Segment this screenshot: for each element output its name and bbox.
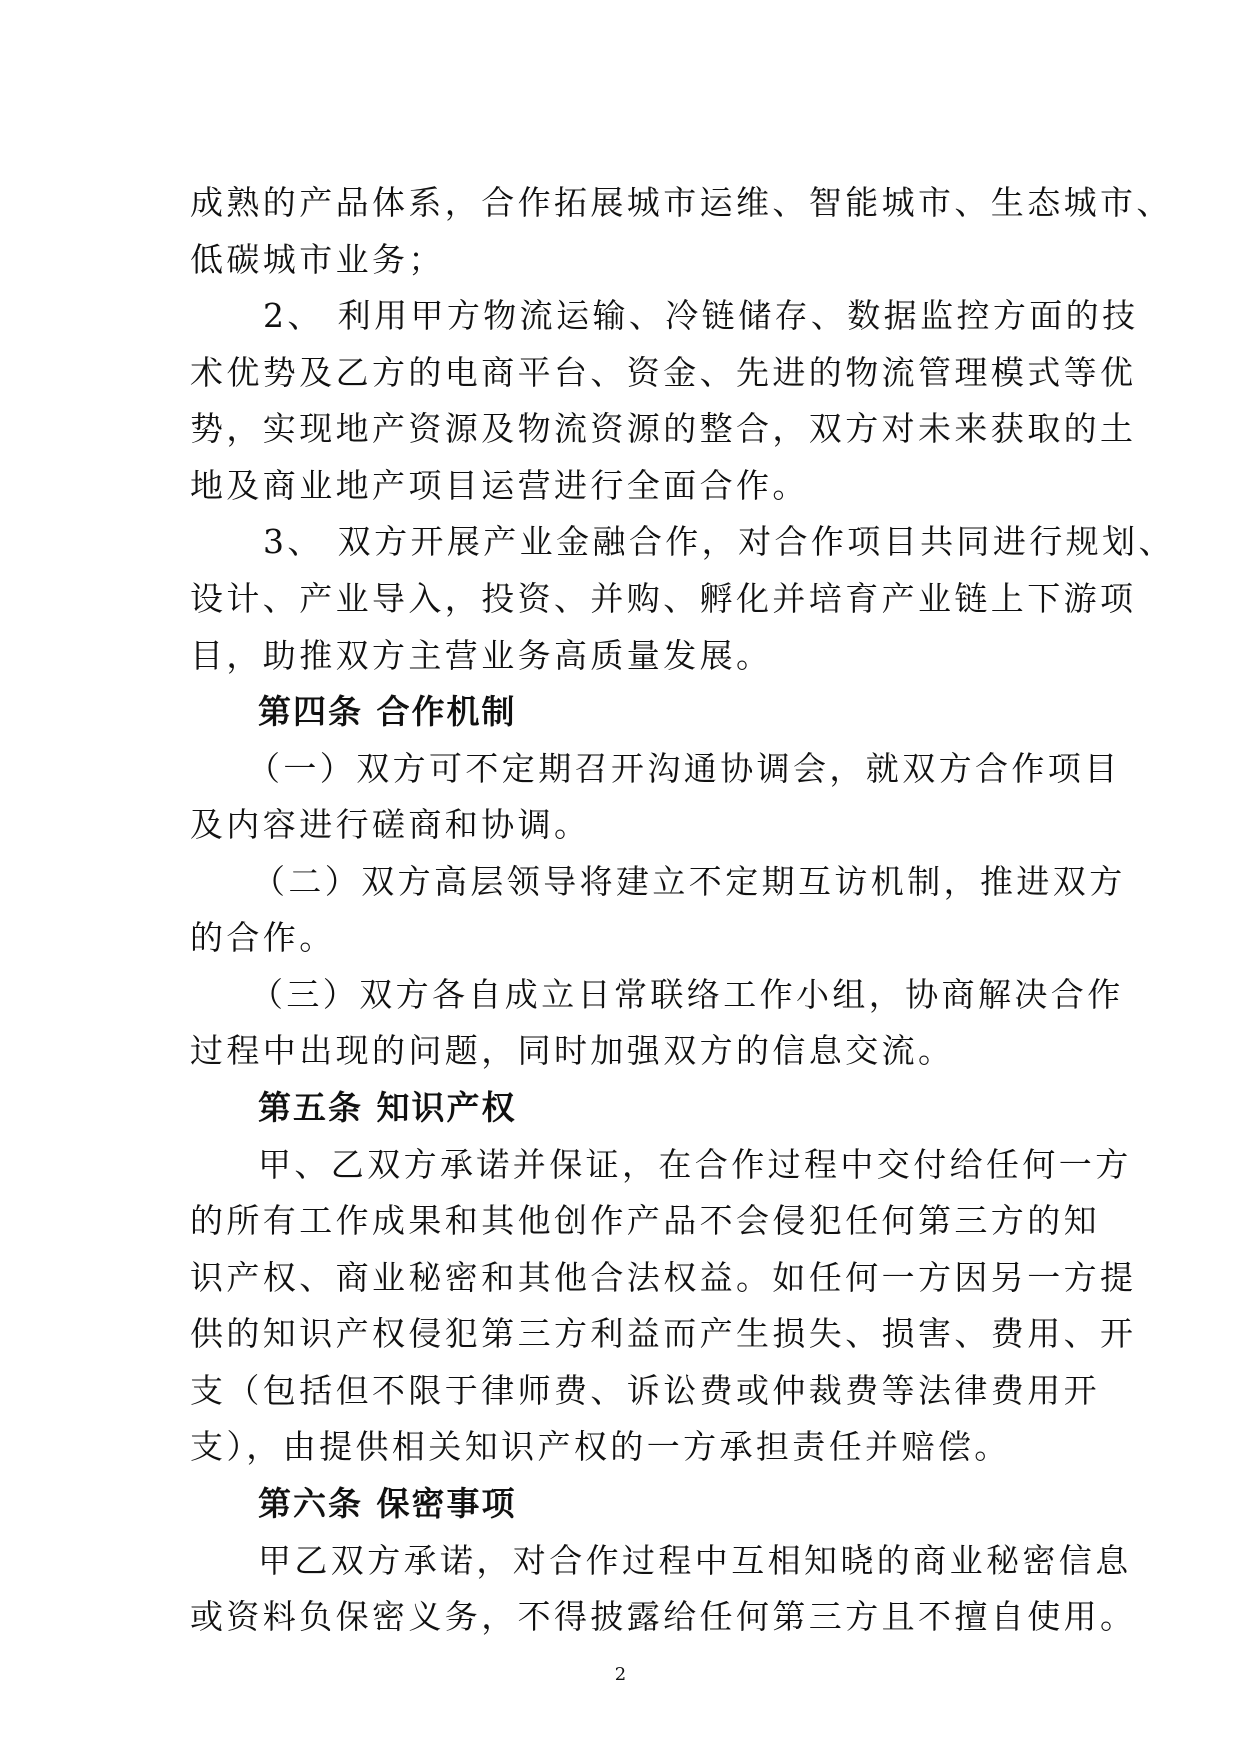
body-line: 及内容进行磋商和协调。 — [190, 805, 591, 844]
body-line: 设计、产业导入，投资、并购、孵化并培育产业链上下游项 — [190, 579, 1137, 618]
body-line: 甲乙双方承诺，对合作过程中互相知晓的商业秘密信息 — [258, 1541, 1132, 1580]
body-line: 供的知识产权侵犯第三方利益而产生损失、损害、费用、开 — [190, 1314, 1137, 1353]
body-line: 或资料负保密义务，不得披露给任何第三方且不擅自使用。 — [190, 1597, 1137, 1636]
body-line: 支），由提供相关知识产权的一方承担责任并赔偿。 — [190, 1427, 1011, 1466]
body-line: 2、 利用甲方物流运输、冷链储存、数据监控方面的技 — [263, 296, 1139, 335]
body-line: 地及商业地产项目运营进行全面合作。 — [190, 466, 809, 505]
section-heading: 第五条 知识产权 — [258, 1088, 517, 1127]
body-line: 支（包括但不限于律师费、诉讼费或仲裁费等法律费用开 — [190, 1371, 1100, 1410]
page-number: 2 — [614, 1664, 627, 1685]
body-line: 势，实现地产资源及物流资源的整合，双方对未来获取的土 — [190, 409, 1137, 448]
body-line: 目，助推双方主营业务高质量发展。 — [190, 636, 773, 675]
body-line: 3、 双方开展产业金融合作，对合作项目共同进行规划、 — [263, 522, 1175, 561]
body-line: 识产权、商业秘密和其他合法权益。如任何一方因另一方提 — [190, 1258, 1137, 1297]
body-line: （二）双方高层领导将建立不定期互访机制，推进双方 — [252, 862, 1126, 901]
section-heading: 第六条 保密事项 — [258, 1484, 517, 1523]
body-line: 的所有工作成果和其他创作产品不会侵犯任何第三方的知 — [190, 1201, 1100, 1240]
body-line: （一）双方可不定期召开沟通协调会，就双方合作项目 — [247, 749, 1121, 788]
body-line: 甲、乙双方承诺并保证，在合作过程中交付给任何一方 — [258, 1145, 1132, 1184]
body-line: 的合作。 — [190, 918, 336, 957]
body-line: 成熟的产品体系，合作拓展城市运维、智能城市、生态城市、 — [190, 183, 1173, 222]
body-line: 过程中出现的问题，同时加强双方的信息交流。 — [190, 1031, 955, 1070]
section-heading: 第四条 合作机制 — [258, 692, 517, 731]
body-line: 术优势及乙方的电商平台、资金、先进的物流管理模式等优 — [190, 353, 1137, 392]
body-line: （三）双方各自成立日常联络工作小组，协商解决合作 — [250, 975, 1124, 1014]
body-line: 低碳城市业务； — [190, 240, 445, 279]
